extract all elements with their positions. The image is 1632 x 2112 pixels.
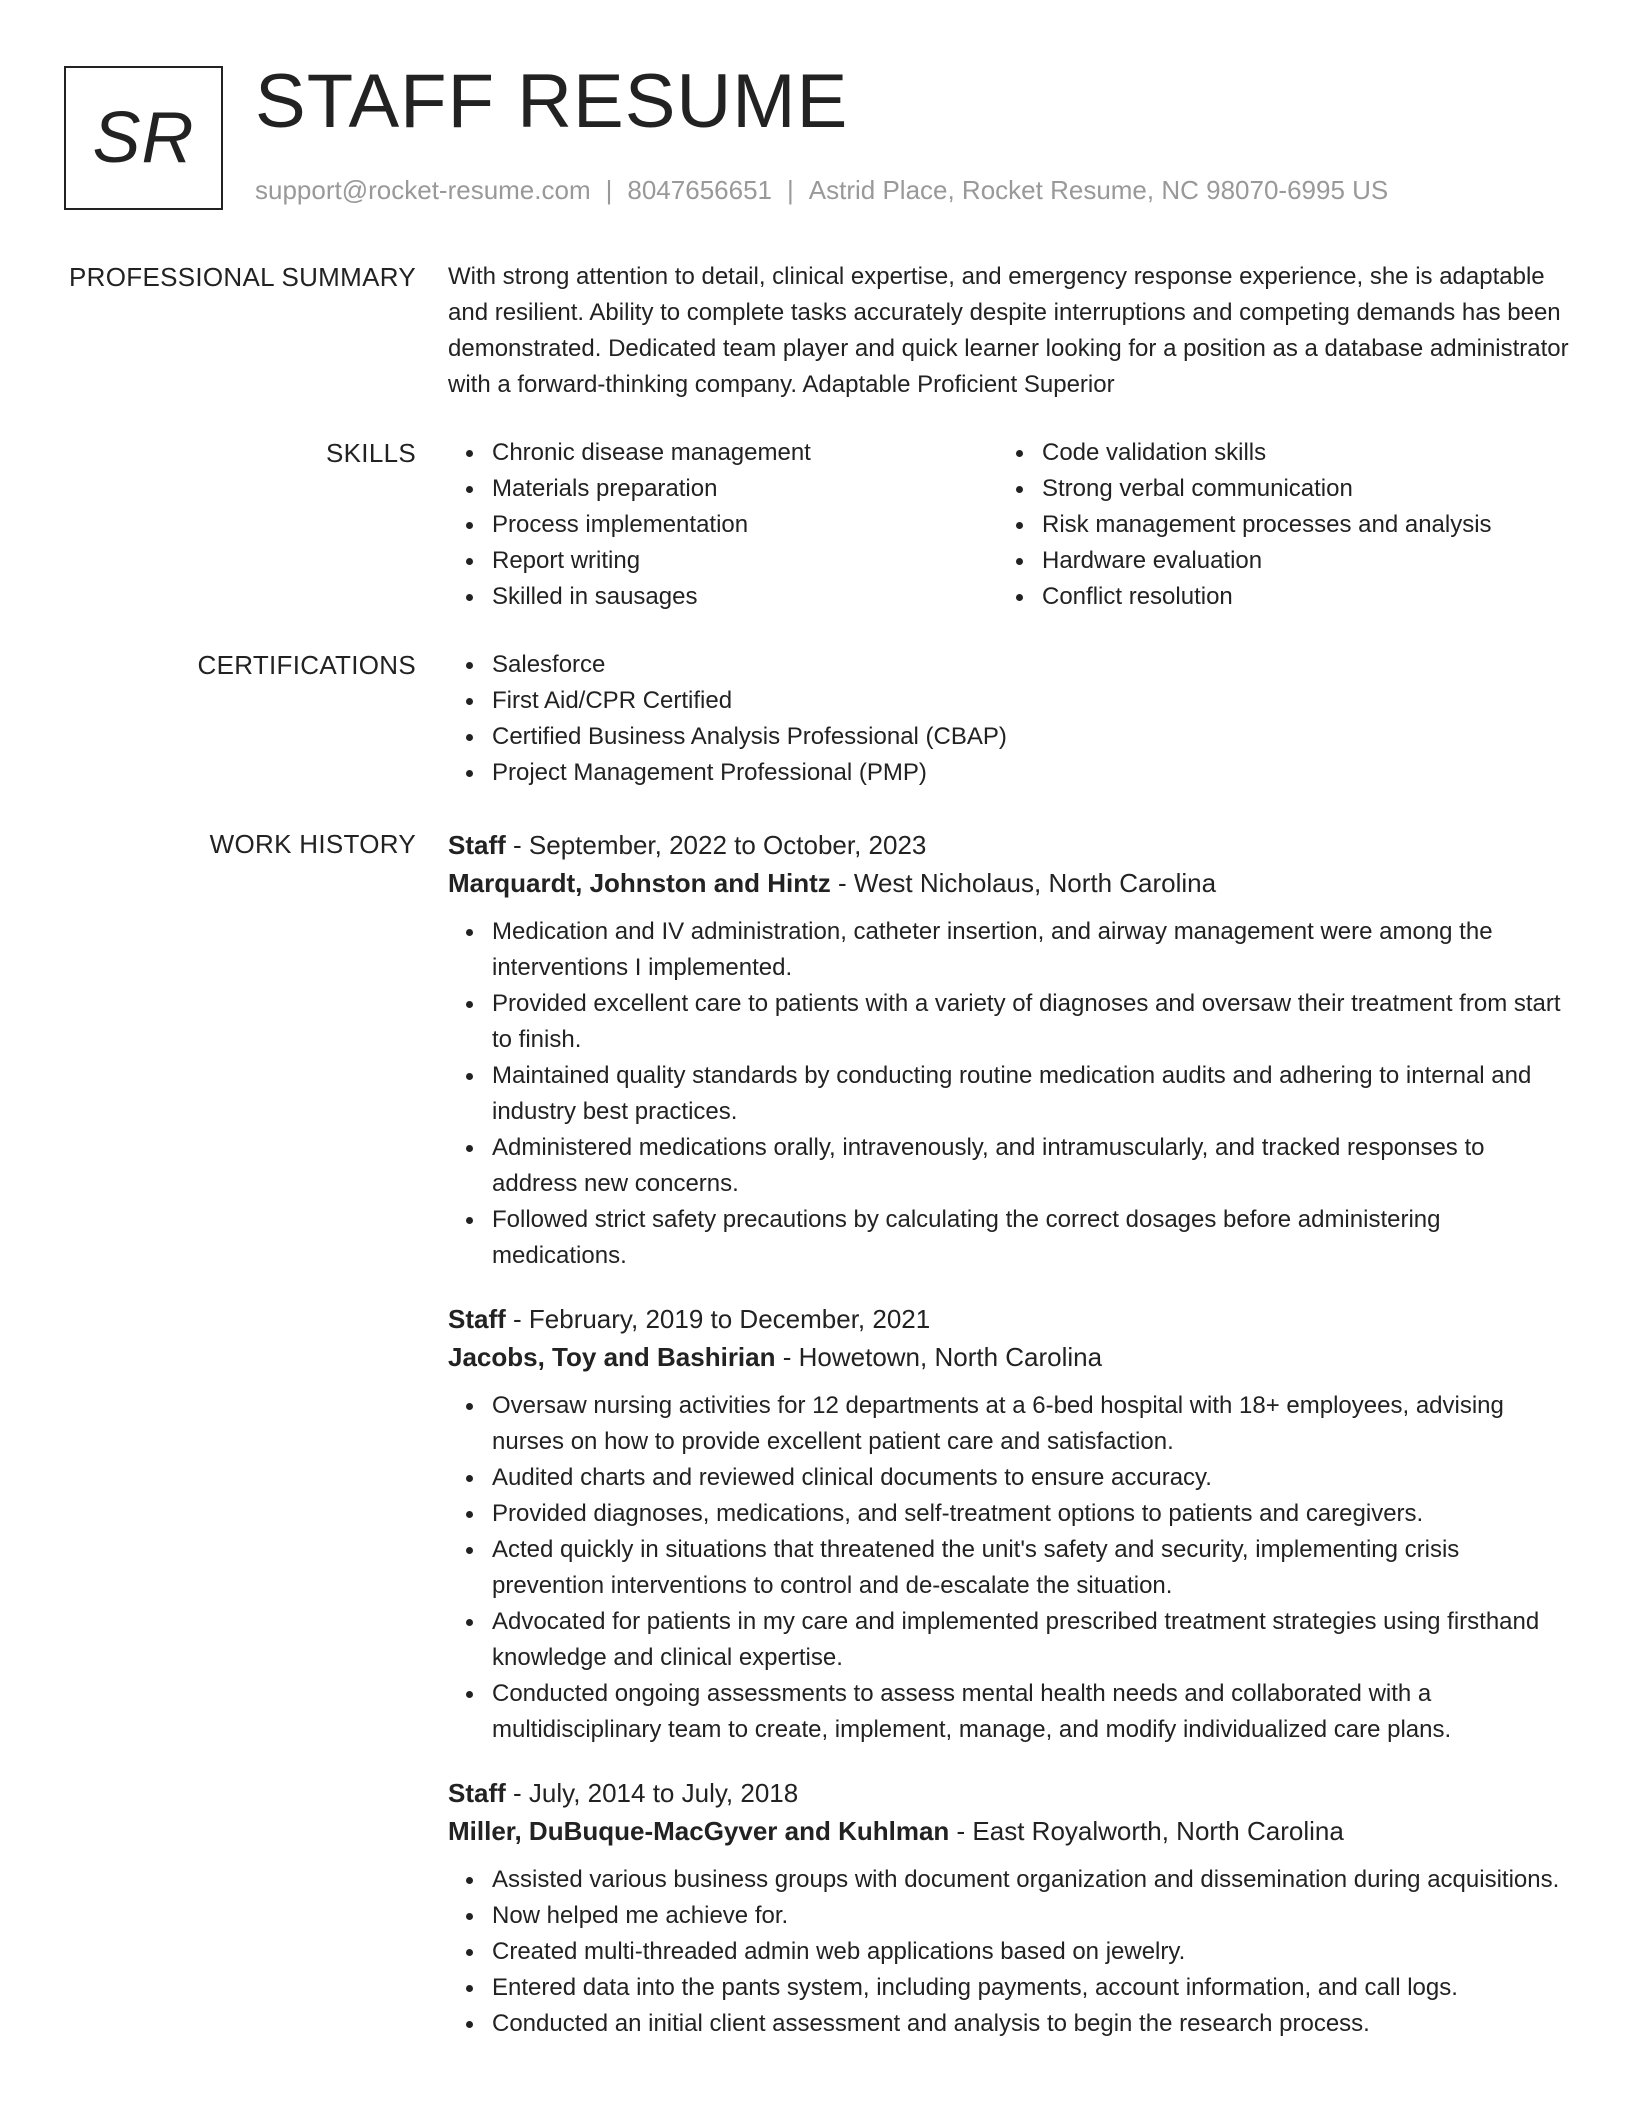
certifications-list — [448, 647, 1572, 791]
skill-item: Chronic disease management — [448, 435, 998, 471]
skills-list — [448, 435, 1572, 615]
job-entry — [448, 1300, 1572, 1748]
job-title: Staff — [448, 1778, 506, 1808]
certification-item: Certified Business Analysis Professional (CBAP) — [448, 719, 1572, 755]
work-history-list — [448, 826, 1572, 2068]
job-duty-item: Now helped me achieve for. — [448, 1898, 1572, 1934]
job-duty-item: Maintained quality standards by conducting routine medication audits and adhering to internal and industry best practices. — [448, 1058, 1572, 1130]
job-duty-item: Conducted ongoing assessments to assess mental health needs and collaborated with a multidisciplinary team to create, implement, manage, and modify individualized care plans. — [448, 1676, 1572, 1748]
section-label-skills: SKILLS — [326, 438, 416, 468]
job-duty-item: Advocated for patients in my care and implemented prescribed treatment strategies using firsthand knowledge and clinical expertise. — [448, 1604, 1572, 1676]
skill-item: Code validation skills — [998, 435, 1548, 471]
skill-item: Process implementation — [448, 507, 998, 543]
contact-email: support@rocket-resume.com — [255, 175, 591, 205]
job-dates: - July, 2014 to July, 2018 — [505, 1778, 799, 1808]
contact-separator: | — [787, 175, 794, 205]
job-duty-item: Conducted an initial client assessment and analysis to begin the research process. — [448, 2006, 1572, 2042]
skills-column-right — [998, 435, 1548, 615]
contact-address: Astrid Place, Rocket Resume, NC 98070-6995 US — [808, 175, 1389, 205]
certification-item: First Aid/CPR Certified — [448, 683, 1572, 719]
job-dates: - February, 2019 to December, 2021 — [505, 1304, 931, 1334]
certification-item: Project Management Professional (PMP) — [448, 755, 1572, 791]
job-title: Staff — [448, 1304, 506, 1334]
job-duty-item: Acted quickly in situations that threatened the unit's safety and security, implementing crisis prevention interventions to control and de-escalate the situation. — [448, 1532, 1572, 1604]
job-location: - West Nicholaus, North Carolina — [830, 868, 1217, 898]
section-label-certifications: CERTIFICATIONS — [197, 650, 416, 680]
job-heading — [448, 1300, 1572, 1338]
job-company: Miller, DuBuque-MacGyver and Kuhlman — [448, 1816, 950, 1846]
job-duty-item: Assisted various business groups with document organization and dissemination during acquisitions. — [448, 1862, 1572, 1898]
skill-item: Report writing — [448, 543, 998, 579]
job-duty-item: Provided diagnoses, medications, and self-treatment options to patients and caregivers. — [448, 1496, 1572, 1532]
skill-item: Risk management processes and analysis — [998, 507, 1548, 543]
job-duty-item: Audited charts and reviewed clinical documents to ensure accuracy. — [448, 1460, 1572, 1496]
job-duties — [448, 1388, 1572, 1748]
page-title: STAFF RESUME — [255, 59, 849, 144]
job-duty-item: Entered data into the pants system, including payments, account information, and call logs. — [448, 1970, 1572, 2006]
resume-header — [64, 59, 1584, 210]
skill-item: Skilled in sausages — [448, 579, 998, 615]
job-company: Jacobs, Toy and Bashirian — [448, 1342, 776, 1372]
job-entry — [448, 826, 1572, 1274]
skill-item: Conflict resolution — [998, 579, 1548, 615]
section-label-work-history: WORK HISTORY — [209, 829, 416, 859]
job-duty-item: Provided excellent care to patients with a variety of diagnoses and oversaw their treatment from start to finish. — [448, 986, 1572, 1058]
skill-item: Strong verbal communication — [998, 471, 1548, 507]
contact-line — [255, 174, 1388, 208]
job-duty-item: Oversaw nursing activities for 12 departments at a 6-bed hospital with 18+ employees, advising nurses on how to provide excellent patient care and satisfaction. — [448, 1388, 1572, 1460]
job-title: Staff — [448, 830, 506, 860]
skills-column-left — [448, 435, 998, 615]
job-employer — [448, 1812, 1572, 1850]
job-heading — [448, 826, 1572, 864]
job-entry — [448, 1774, 1572, 2042]
job-heading — [448, 1774, 1572, 1812]
skill-item: Hardware evaluation — [998, 543, 1548, 579]
job-duties — [448, 1862, 1572, 2042]
job-dates: - September, 2022 to October, 2023 — [505, 830, 927, 860]
job-duty-item: Followed strict safety precautions by calculating the correct dosages before administering medications. — [448, 1202, 1572, 1274]
section-label-summary: PROFESSIONAL SUMMARY — [69, 262, 416, 292]
job-location: - East Royalworth, North Carolina — [949, 1816, 1344, 1846]
job-duty-item: Created multi-threaded admin web applications based on jewelry. — [448, 1934, 1572, 1970]
certification-item: Salesforce — [448, 647, 1572, 683]
job-company: Marquardt, Johnston and Hintz — [448, 868, 831, 898]
job-duties — [448, 914, 1572, 1274]
job-duty-item: Medication and IV administration, catheter insertion, and airway management were among the interventions I implemented. — [448, 914, 1572, 986]
summary-text: With strong attention to detail, clinical expertise, and emergency response experience, she is adaptable and resilient. Ability to complete tasks accurately despite interruptions and competing demands has been demonstrated. Dedicated team player and quick learner looking for a position as a database administrator with a forward-thinking company. Adaptable Proficient Superior — [448, 263, 1569, 398]
job-location: - Howetown, North Carolina — [775, 1342, 1103, 1372]
skill-item: Materials preparation — [448, 471, 998, 507]
monogram: SR — [64, 66, 223, 210]
contact-phone: 8047656651 — [627, 175, 772, 205]
contact-separator: | — [605, 175, 613, 205]
job-duty-item: Administered medications orally, intravenously, and intramuscularly, and tracked responses to address new concerns. — [448, 1130, 1572, 1202]
job-employer — [448, 864, 1572, 902]
job-employer — [448, 1338, 1572, 1376]
